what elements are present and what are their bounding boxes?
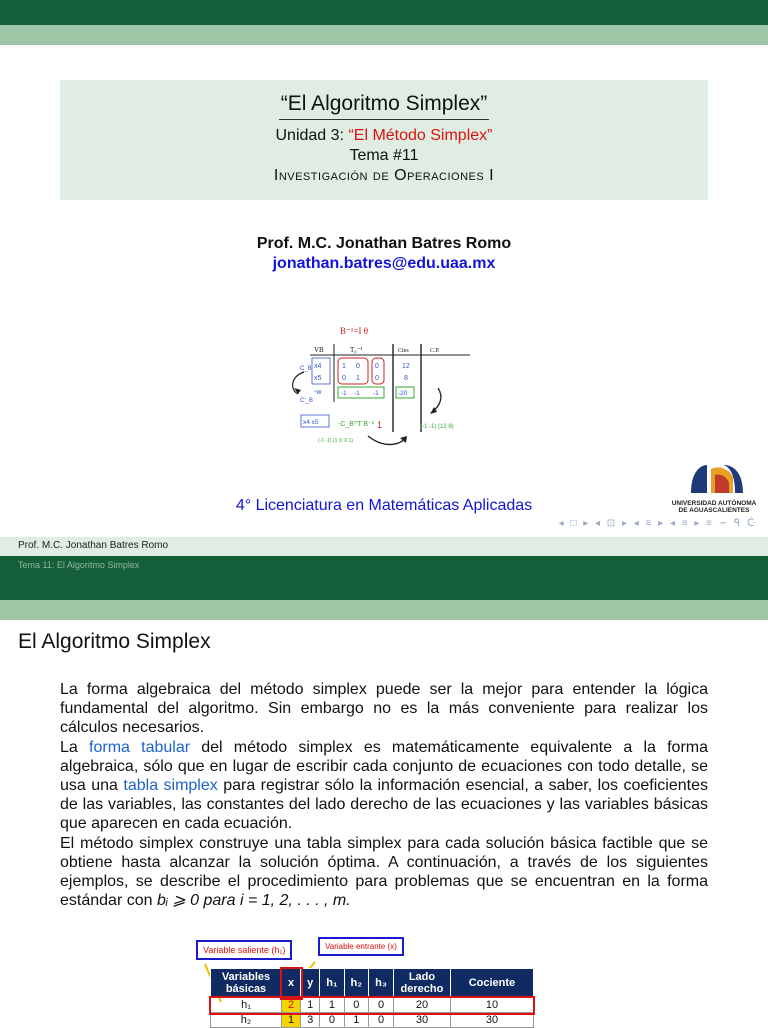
author-email[interactable]: jonathan.batres@edu.uaa.mx: [272, 255, 496, 272]
callout-leaving-variable: Variable saliente (h₁): [196, 940, 292, 960]
table-cell: 10: [450, 998, 533, 1013]
table-cell: 1: [282, 1013, 301, 1028]
uaa-emblem-icon: [679, 463, 749, 495]
diagram-cte-r2: 8: [404, 375, 408, 382]
footer-author-bar: [0, 537, 768, 556]
topic-line: Tema #11: [349, 147, 419, 164]
simplex-table: [210, 968, 534, 1028]
col-header-ratio: Cociente: [450, 969, 533, 998]
title-box: [60, 80, 708, 200]
diagram-col-ctes: Ctes: [398, 348, 409, 354]
col-header-basic-vars: Variables básicas: [211, 969, 282, 998]
table-cell: h₁: [211, 998, 282, 1013]
col-header-rhs: Lado derecho: [393, 969, 450, 998]
diagram-cell-r1c3: 0: [375, 363, 379, 370]
diagram-cell-r1c1: 1: [342, 363, 346, 370]
simplex-table-header-row: [211, 969, 534, 998]
paragraph-3-math: bᵢ ⩾ 0 para i = 1, 2, . . . , m.: [156, 892, 351, 910]
author-block: [0, 234, 768, 274]
unit-line: [60, 126, 708, 146]
slide1-header-bar: [0, 0, 768, 25]
unit-prefix: Unidad 3:: [275, 127, 349, 144]
author-name: Prof. M.C. Jonathan Batres Romo: [256, 235, 512, 252]
table-cell: 0: [344, 998, 369, 1013]
diagram-cb-label: C_B: [300, 366, 312, 372]
paragraph-2-part-a: La: [60, 738, 90, 756]
diagram-row3-vb: -w: [314, 389, 322, 396]
diagram-cte-r3: -20: [398, 390, 408, 397]
diagram-bottom-label: -C_B^T B⁻¹: [338, 421, 375, 428]
diagram-cell-r2c2: 1: [356, 375, 360, 382]
callout-entering-variable: Variable entrante (x): [318, 937, 404, 956]
table-row: [211, 998, 534, 1013]
col-header-y: y: [301, 969, 320, 998]
presentation-title: “El Algoritmo Simplex”: [279, 92, 490, 120]
col-header-h1: h₁: [320, 969, 344, 998]
diagram-right-label: (-1 -1) (12 8): [420, 424, 454, 430]
paragraph-3: [60, 834, 708, 911]
logo-line-1: UNIVERSIDAD AUTÓNOMA: [671, 500, 757, 507]
logo-line-2: DE AGUASCALIENTES: [678, 507, 750, 514]
paragraph-2: [60, 738, 708, 834]
beamer-navigation[interactable]: ◂ □ ▸ ◂ ⊡ ▸ ◂ ≡ ▸ ◂ ≡ ▸ ≡ ∽ ᑫ ᑤ: [558, 518, 758, 529]
table-cell: 1: [320, 998, 344, 1013]
col-header-h3: h₃: [369, 969, 394, 998]
diagram-cell-r1c2: 0: [356, 363, 360, 370]
diagram-cell-r2c1: 0: [342, 375, 346, 382]
table-cell: 1: [301, 998, 320, 1013]
diagram-cte-r1: 12: [402, 363, 410, 370]
diagram-top-label: B⁻¹=I θ: [340, 326, 369, 336]
table-cell: h₂: [211, 1013, 282, 1028]
table-row: [211, 1013, 534, 1028]
slide1-header-stripe: [0, 25, 768, 45]
simplex-diagram: [288, 322, 488, 450]
table-cell: 3: [301, 1013, 320, 1028]
col-header-x: x: [282, 969, 301, 998]
table-cell: 30: [393, 1013, 450, 1028]
diagram-cell-r3c2: -1: [354, 390, 360, 397]
table-cell: 30: [450, 1013, 533, 1028]
diagram-col-t: T₀⁻¹: [350, 346, 363, 354]
forma-tabular-link[interactable]: forma tabular: [89, 738, 191, 756]
footer-topic-bar: [0, 556, 768, 575]
table-cell: 0: [369, 1013, 394, 1028]
diagram-cbp-label: C'_B: [300, 398, 313, 404]
slide2-body: [60, 680, 708, 910]
table-cell: 0: [369, 998, 394, 1013]
diagram-cell-r3c3: -1: [373, 390, 379, 397]
footer-topic: Tema 11: El Algoritmo Simplex: [18, 560, 140, 570]
table-cell-pivot: 2: [282, 998, 301, 1013]
diagram-row1-vb: x4: [314, 363, 322, 370]
tabla-simplex-link[interactable]: tabla simplex: [123, 777, 218, 795]
diagram-left-bottom-label: (-1 -1) (1 0; 0 1): [318, 438, 354, 444]
slide2-heading: El Algoritmo Simplex: [18, 630, 211, 653]
slide2-header-stripe: [0, 600, 768, 620]
col-header-h2: h₂: [344, 969, 369, 998]
diagram-cell-r2c3: 0: [375, 375, 379, 382]
paragraph-3-text: El método simplex construye una tabla simplex para cada solución básica factible que se obtiene hasta alcanzar la solución óptima. A continuación, a través de los siguientes ejemplos, se describe el procedimiento para problemas que se encuentran en la forma estándar con: [60, 834, 708, 910]
unit-name: “El Método Simplex”: [348, 127, 493, 144]
diagram-col-vb: VB: [314, 346, 324, 354]
diagram-basis-label: x4 x5: [303, 419, 319, 426]
university-logo: [666, 463, 762, 514]
diagram-row2-vb: x5: [314, 375, 322, 382]
paragraph-1: La forma algebraica del método simplex puede ser la mejor para entender la lógica fundamental del algoritmo. Sin embargo no es la más conveniente para realizar los cálculos necesarios.: [60, 681, 708, 737]
table-cell: 1: [344, 1013, 369, 1028]
paragraph-2-part-b: del método simplex es matemáticamente equivalente a la forma algebraica, sólo que en lugar de escribir cada conjunto de ecuaciones con todo detalle, se usa una: [60, 738, 709, 795]
paragraph-2-part-c: para registrar sólo la información esencial, a saber, los coeficientes de las variables, las constantes del lado derecho de las ecuaciones y las variables básicas que aparecen en cada ecuación.: [60, 777, 708, 833]
diagram-one-label: 1: [377, 420, 383, 430]
degree-line: 4° Licenciatura en Matemáticas Aplicadas: [235, 497, 533, 514]
diagram-col-cp: C.P.: [430, 348, 440, 354]
course-line: Investigación de Operaciones I: [273, 167, 495, 184]
table-cell: 20: [393, 998, 450, 1013]
diagram-cell-r3c1: -1: [341, 390, 347, 397]
table-cell: 0: [320, 1013, 344, 1028]
footer-author: Prof. M.C. Jonathan Batres Romo: [18, 540, 169, 551]
slide2-header-bar: [0, 575, 768, 600]
